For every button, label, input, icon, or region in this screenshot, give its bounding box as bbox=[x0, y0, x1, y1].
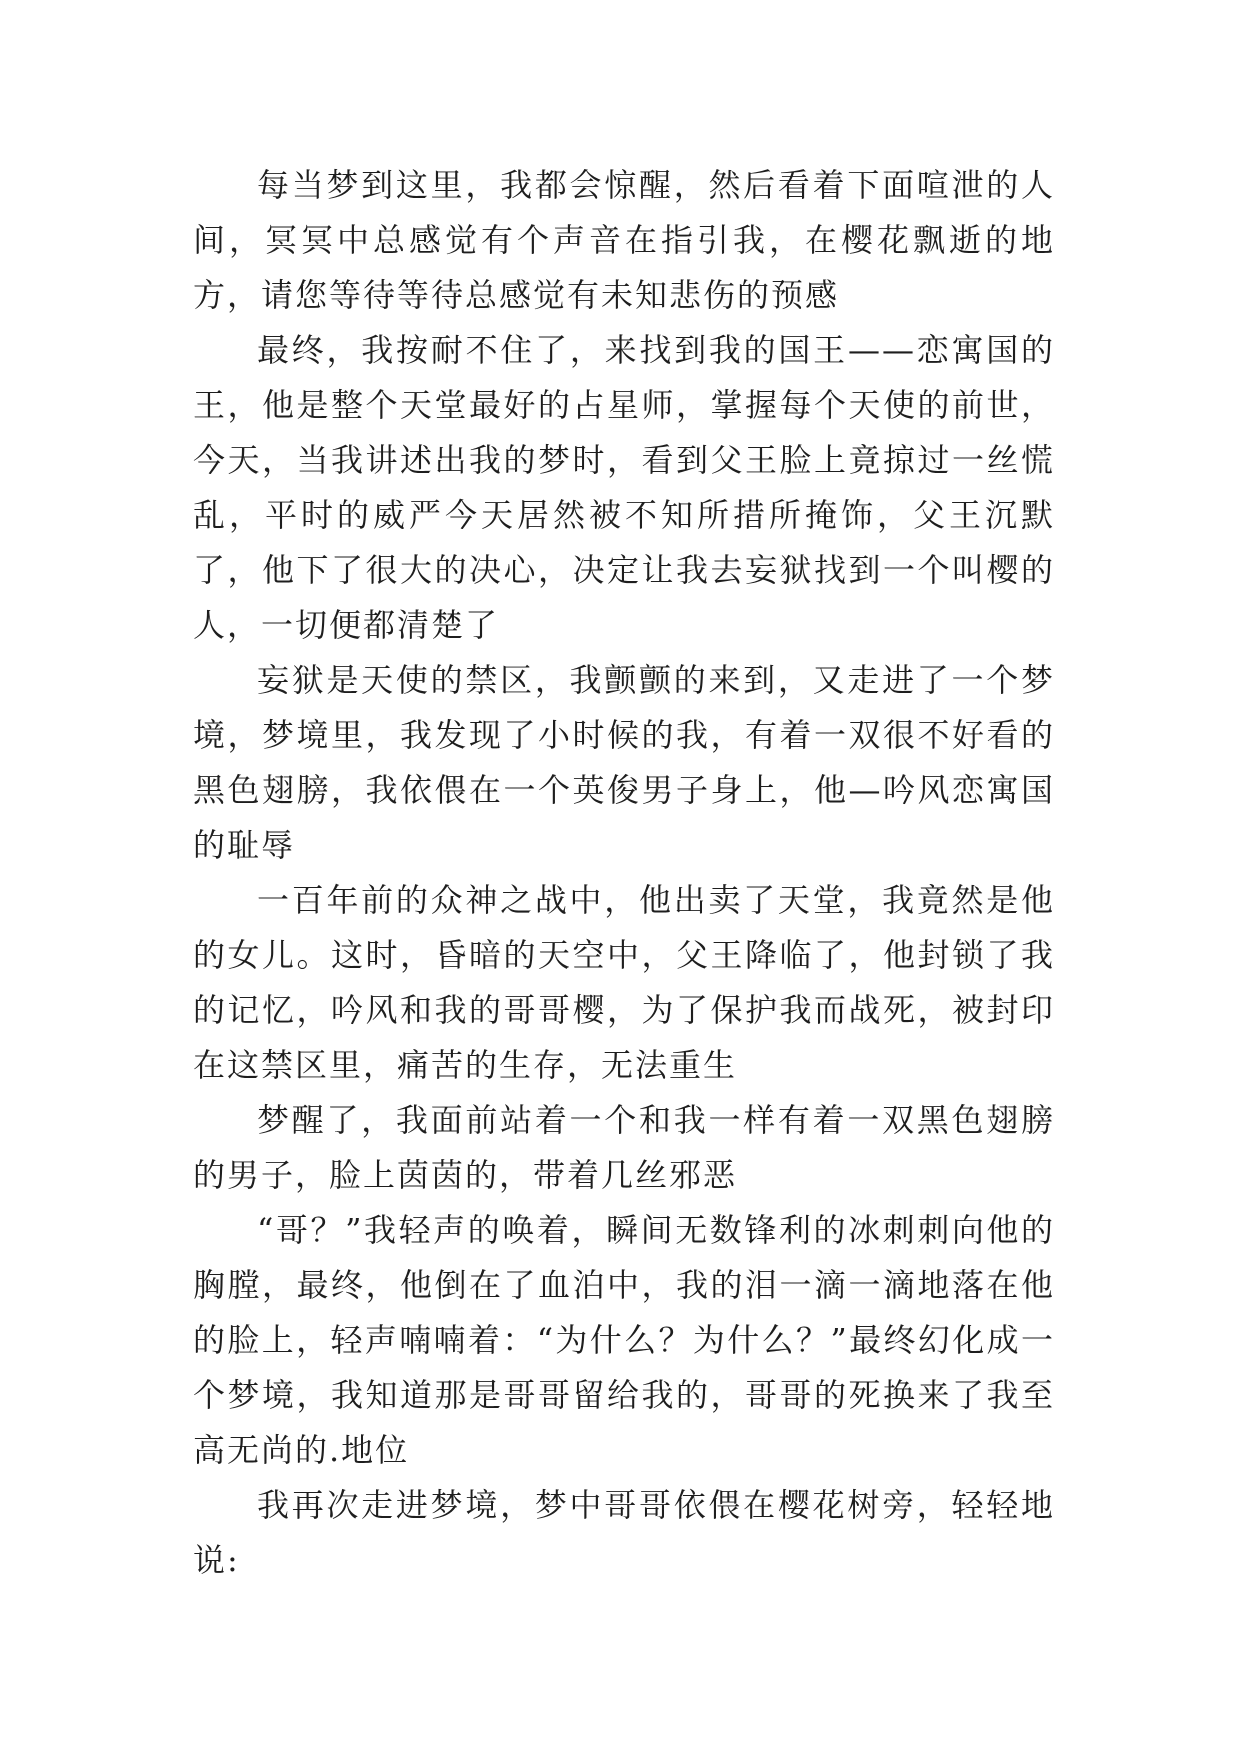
paragraph-3: 妄狱是天使的禁区，我颤颤的来到，又走进了一个梦境，梦境里，我发现了小时候的我，有着一双很不好看的黑色翅膀，我依偎在一个英俊男子身上，他—吟风恋寓国的耻辱 bbox=[193, 661, 1055, 864]
paragraph-1: 每当梦到这里，我都会惊醒，然后看着下面喧泄的人间，冥冥中总感觉有个声音在指引我，在樱花飘逝的地方，请您等待等待总感觉有未知悲伤的预感 bbox=[193, 166, 1055, 314]
body-text bbox=[193, 158, 1055, 1588]
paragraph-4: 一百年前的众神之战中，他出卖了天堂，我竟然是他的女儿。这时，昏暗的天空中，父王降临了，他封锁了我的记忆，吟风和我的哥哥樱，为了保护我而战死，被封印在这禁区里，痛苦的生存，无法重生 bbox=[193, 881, 1055, 1084]
paragraph-2: 最终，我按耐不住了，来找到我的国王——恋寓国的王，他是整个天堂最好的占星师，掌握每个天使的前世，今天，当我讲述出我的梦时，看到父王脸上竟掠过一丝慌乱，平时的威严今天居然被不知所措所掩饰，父王沉默了，他下了很大的决心，决定让我去妄狱找到一个叫樱的人，一切便都清楚了 bbox=[193, 331, 1055, 644]
paragraph-6: “哥？”我轻声的唤着，瞬间无数锋利的冰刺刺向他的胸膛，最终，他倒在了血泊中，我的泪一滴一滴地落在他的脸上，轻声喃喃着：“为什么？为什么？”最终幻化成一个梦境，我知道那是哥哥留给我的，哥哥的死换来了我至高无尚的.地位 bbox=[193, 1211, 1055, 1469]
paragraph-7: 我再次走进梦境，梦中哥哥依偎在樱花树旁，轻轻地说: bbox=[193, 1486, 1055, 1579]
paragraph-5: 梦醒了，我面前站着一个和我一样有着一双黑色翅膀的男子，脸上茵茵的，带着几丝邪恶 bbox=[193, 1101, 1055, 1194]
